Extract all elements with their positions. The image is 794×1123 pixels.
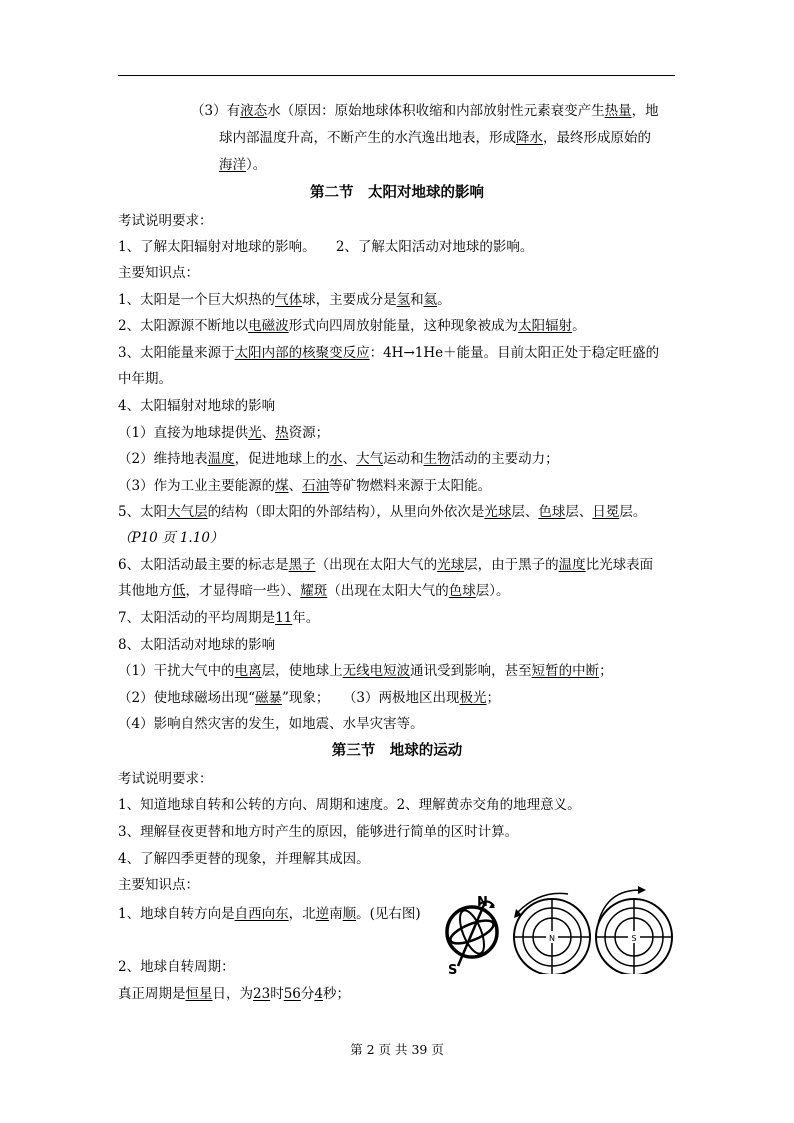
text-run: 2、太阳源源不断地以: [118, 318, 249, 334]
text-run: ；: [599, 663, 613, 679]
underlined-term: 日冕: [592, 504, 620, 520]
underlined-term: 光: [248, 425, 262, 441]
underlined-term: 海洋: [219, 157, 246, 173]
underlined-term: 顺: [342, 906, 357, 922]
underlined-term: 低: [172, 583, 186, 599]
text-run: 通讯受到影响，甚至: [410, 663, 532, 679]
text-line: [118, 397, 275, 415]
text-line: [118, 796, 581, 814]
text-run: 的结构（即太阳的外部结构），从里向外依次是: [207, 504, 485, 520]
text-run: ）。: [246, 157, 267, 173]
text-run: 1、知道地球自转和公转的方向、周期和速度。2、理解黄赤交角的地理意义。: [118, 797, 581, 813]
text-line: [118, 850, 370, 868]
text-line: [118, 344, 659, 362]
text-run: 5、太阳: [118, 504, 168, 520]
text-run: 比光球表面: [585, 557, 654, 573]
text-run: 分: [300, 986, 315, 1002]
text-line: [118, 636, 275, 654]
text-run: 主要知识点：: [118, 877, 199, 893]
text-run: 3、理解昼夜更替和地方时产生的原因，能够进行简单的区时计算。: [118, 824, 519, 840]
text-line: [118, 582, 510, 600]
text-run: 主要知识点：: [118, 265, 199, 281]
text-run: 层，使地球上: [261, 663, 343, 679]
text-run: 和: [410, 292, 424, 308]
underlined-term: 光球: [484, 504, 512, 520]
page-footer: 第 2 页 共 39 页: [350, 1042, 444, 1057]
text-run: ，促进地球上的: [234, 451, 330, 467]
text-run: （3）有: [191, 103, 241, 119]
underlined-term: 热量: [604, 103, 632, 119]
text-run: 活动的主要动力；: [450, 451, 559, 467]
underlined-term: 极光: [459, 690, 487, 706]
text-line: [118, 291, 451, 309]
underlined-term: 煤: [275, 478, 289, 494]
text-run: 中年期。: [118, 371, 172, 387]
text-run: 资源；: [288, 425, 330, 441]
text-line: [118, 450, 559, 468]
header-rule: [118, 75, 675, 76]
text-run: 1、地球自转方向是: [118, 906, 235, 922]
text-line: [118, 238, 533, 256]
text-line: [118, 477, 491, 495]
text-run: ，最终形成原始的: [543, 130, 651, 146]
underlined-term: 光球: [437, 557, 465, 573]
text-run: 真正周期是: [118, 986, 186, 1002]
text-line: [118, 985, 350, 1003]
underlined-term: 短暂的中断: [531, 663, 600, 679]
text-run: 8、太阳活动对地球的影响: [118, 637, 276, 653]
text-run: （2）维持地表: [118, 451, 208, 467]
text-run: 。: [572, 318, 586, 334]
text-run: 其他地方: [118, 583, 172, 599]
underlined-term: 色球: [538, 504, 566, 520]
text-run: 日，为: [212, 986, 253, 1002]
underlined-term: 黑子: [288, 557, 316, 573]
text-run: 层、: [511, 504, 539, 520]
text-line: [118, 715, 424, 733]
underlined-term: 气体: [275, 292, 303, 308]
text-run: ，地: [631, 103, 659, 119]
underlined-term: 电磁波: [248, 318, 289, 334]
south-view-label: S: [631, 934, 637, 943]
text-run: 形式向四周放射能量，这种现象被成为: [288, 318, 519, 334]
text-run: 、: [261, 425, 276, 441]
text-line: [118, 689, 500, 707]
text-line: [118, 876, 199, 894]
section-title: 第三节 地球的运动: [331, 743, 463, 759]
underlined-term: 降水: [516, 130, 543, 146]
text-line: [118, 905, 421, 923]
text-run: 层、: [565, 504, 593, 520]
text-run: 考试说明要求：: [118, 213, 213, 229]
text-run: 。(见右图): [356, 906, 421, 922]
text-run: 、: [288, 478, 303, 494]
north-view-label: N: [549, 934, 555, 943]
text-run: 水（原因：原始地球体积收缩和内部放射性元素衰变产生: [267, 103, 605, 119]
text-run: ，北: [288, 906, 316, 922]
text-run: （1）直接为地球提供: [118, 425, 249, 441]
underlined-term: 热: [275, 425, 289, 441]
underlined-term: 磁暴: [255, 690, 282, 706]
earth-rotation-figure: [440, 884, 675, 974]
text-run: 1、了解太阳辐射对地球的影响。 2、了解太阳活动对地球的影响。: [118, 239, 534, 255]
text-line: [118, 556, 653, 574]
text-run: 球内部温度升高，不断产生的水汽逸出地表，形成: [219, 130, 516, 146]
text-line: [118, 317, 586, 335]
intro-line: [219, 129, 651, 147]
text-run: ”现象； （3）两极地区出现: [282, 690, 460, 706]
underlined-term: 23: [253, 986, 271, 1002]
text-run: 层，由于黑子的: [464, 557, 559, 573]
text-line: [118, 958, 235, 976]
underlined-term: 氦: [423, 292, 438, 308]
text-run: 2、地球自转周期：: [118, 959, 235, 975]
text-run: 等矿物燃料来源于太阳能。: [329, 478, 492, 494]
text-run: 1、太阳是一个巨大炽热的: [118, 292, 276, 308]
underlined-term: 大气层: [167, 504, 208, 520]
text-run: （出现在太阳大气的: [315, 557, 438, 573]
text-line: [118, 823, 518, 841]
text-run: 、: [342, 451, 357, 467]
underlined-term: 液态: [240, 103, 268, 119]
underlined-term: 电离: [234, 663, 262, 679]
underlined-term: 逆: [315, 906, 330, 922]
tilted-globe-icon: [447, 900, 497, 966]
text-run: （4）影响自然灾害的发生，如地震、水旱灾害等。: [118, 716, 424, 732]
text-line: [118, 264, 199, 282]
underlined-term: 水: [329, 451, 343, 467]
text-run: 年。: [292, 610, 320, 626]
text-line: [118, 662, 613, 680]
text-run: （3）作为工业主要能源的: [118, 478, 276, 494]
underlined-term: 4: [314, 986, 323, 1002]
text-line: [118, 770, 213, 788]
text-run: 层）。: [475, 583, 510, 599]
text-run: 4、了解四季更替的现象，并理解其成因。: [118, 851, 370, 867]
text-run: 运动和: [383, 451, 424, 467]
text-run: （1）干扰大气中的: [118, 663, 235, 679]
underlined-term: 56: [283, 986, 301, 1002]
underlined-term: 大气: [356, 451, 384, 467]
text-line: [118, 424, 329, 442]
underlined-term: 太阳内部的核聚变反应: [234, 345, 370, 361]
text-run: 6、太阳活动最主要的标志是: [118, 557, 289, 573]
intro-line: [219, 156, 266, 174]
text-run: 时: [270, 986, 284, 1002]
text-run: （2）使地球磁场出现“: [118, 690, 255, 706]
globe-north-label: N: [477, 895, 488, 910]
text-run: 3、太阳能量来源于: [118, 345, 235, 361]
text-run: （出现在太阳大气的: [327, 583, 449, 599]
underlined-term: 恒星: [185, 986, 213, 1002]
globe-south-label: S: [448, 963, 458, 974]
underlined-term: 自西向东: [234, 906, 289, 922]
underlined-term: 石油: [302, 478, 330, 494]
text-run: ：4H→1He＋能量。目前太阳正处于稳定旺盛的: [369, 345, 660, 361]
underlined-term: 11: [275, 610, 293, 626]
text-run: 南: [329, 906, 343, 922]
text-run: 4、太阳辐射对地球的影响: [118, 398, 276, 414]
text-run: 考试说明要求：: [118, 771, 213, 787]
underlined-term: 温度: [207, 451, 235, 467]
text-run: 7、太阳活动的平均周期是: [118, 610, 276, 626]
text-line: [118, 503, 646, 521]
text-line: [118, 529, 223, 547]
south-pole-view-icon: [596, 886, 672, 974]
underlined-term: 氢: [396, 292, 411, 308]
intro-line: [191, 102, 659, 120]
underlined-term: 无线电短波: [342, 663, 411, 679]
text-run: （P10 页 1.10）: [118, 530, 224, 546]
underlined-term: 色球: [448, 583, 476, 599]
text-line: [118, 609, 319, 627]
underlined-term: 温度: [558, 557, 586, 573]
underlined-term: 生物: [423, 451, 451, 467]
section-title: 第二节 太阳对地球的影响: [310, 185, 484, 201]
underlined-term: 太阳辐射: [518, 318, 573, 334]
text-run: 。: [437, 292, 451, 308]
text-run: ，才显得暗一些）、: [185, 583, 301, 599]
text-run: 层。: [619, 504, 647, 520]
text-run: 秒；: [322, 986, 350, 1002]
text-run: ；: [486, 690, 500, 706]
underlined-term: 耀斑: [300, 583, 328, 599]
text-line: [118, 212, 213, 230]
text-run: 球，主要成分是: [302, 292, 397, 308]
text-line: [118, 370, 172, 388]
